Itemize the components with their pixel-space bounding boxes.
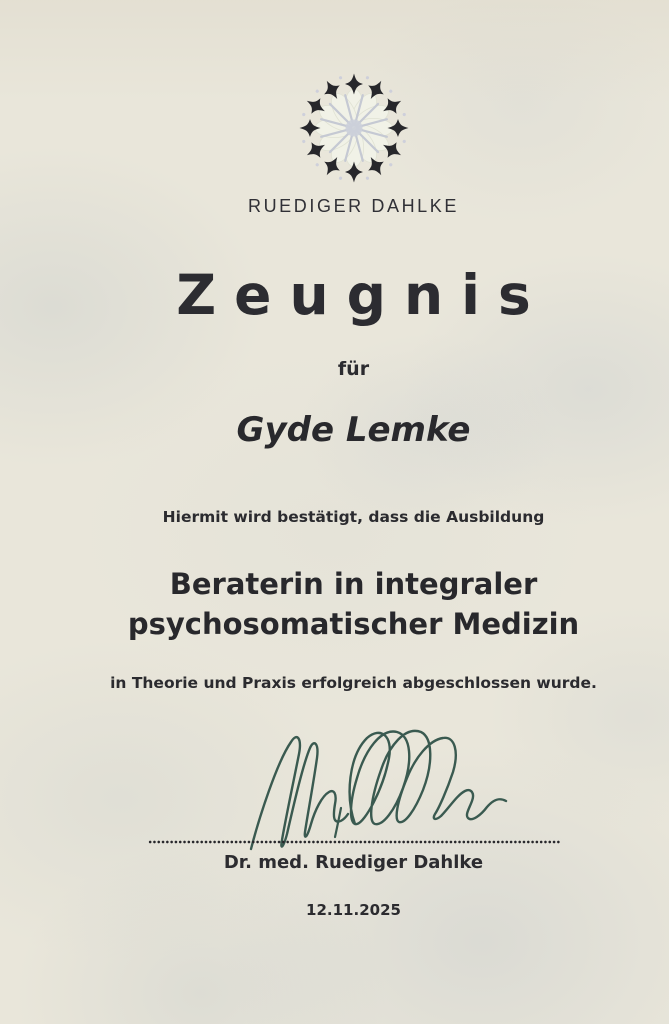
statement-intro: Hiermit wird bestätigt, dass die Ausbildung: [162, 508, 545, 526]
for-label: für: [337, 358, 370, 380]
signature: [225, 716, 525, 860]
statement-outro: in Theorie und Praxis erfolgreich abgeschlossen wurde.: [110, 674, 597, 692]
recipient-name: Gyde Lemke: [236, 410, 471, 450]
certificate-title: Zeugnis: [176, 263, 549, 327]
signer-name: Dr. med. Ruediger Dahlke: [223, 852, 484, 873]
program-line-1: Beraterin in integraler: [169, 567, 538, 601]
signature-stroke-loops: [350, 731, 506, 824]
program-line-2: psychosomatischer Medizin: [127, 607, 580, 641]
signature-dotted-line: [148, 840, 560, 844]
certificate-content: [19, 0, 669, 1024]
brand-name: RUEDIGER DAHLKE: [247, 196, 460, 216]
program-title: [19, 564, 669, 644]
certificate-date: 12.11.2025: [306, 901, 401, 919]
handwritten-signature-icon: [225, 716, 525, 860]
signature-stroke-first: [251, 737, 348, 849]
brand-logo: [19, 68, 669, 188]
mandala-star-icon: [294, 68, 414, 188]
